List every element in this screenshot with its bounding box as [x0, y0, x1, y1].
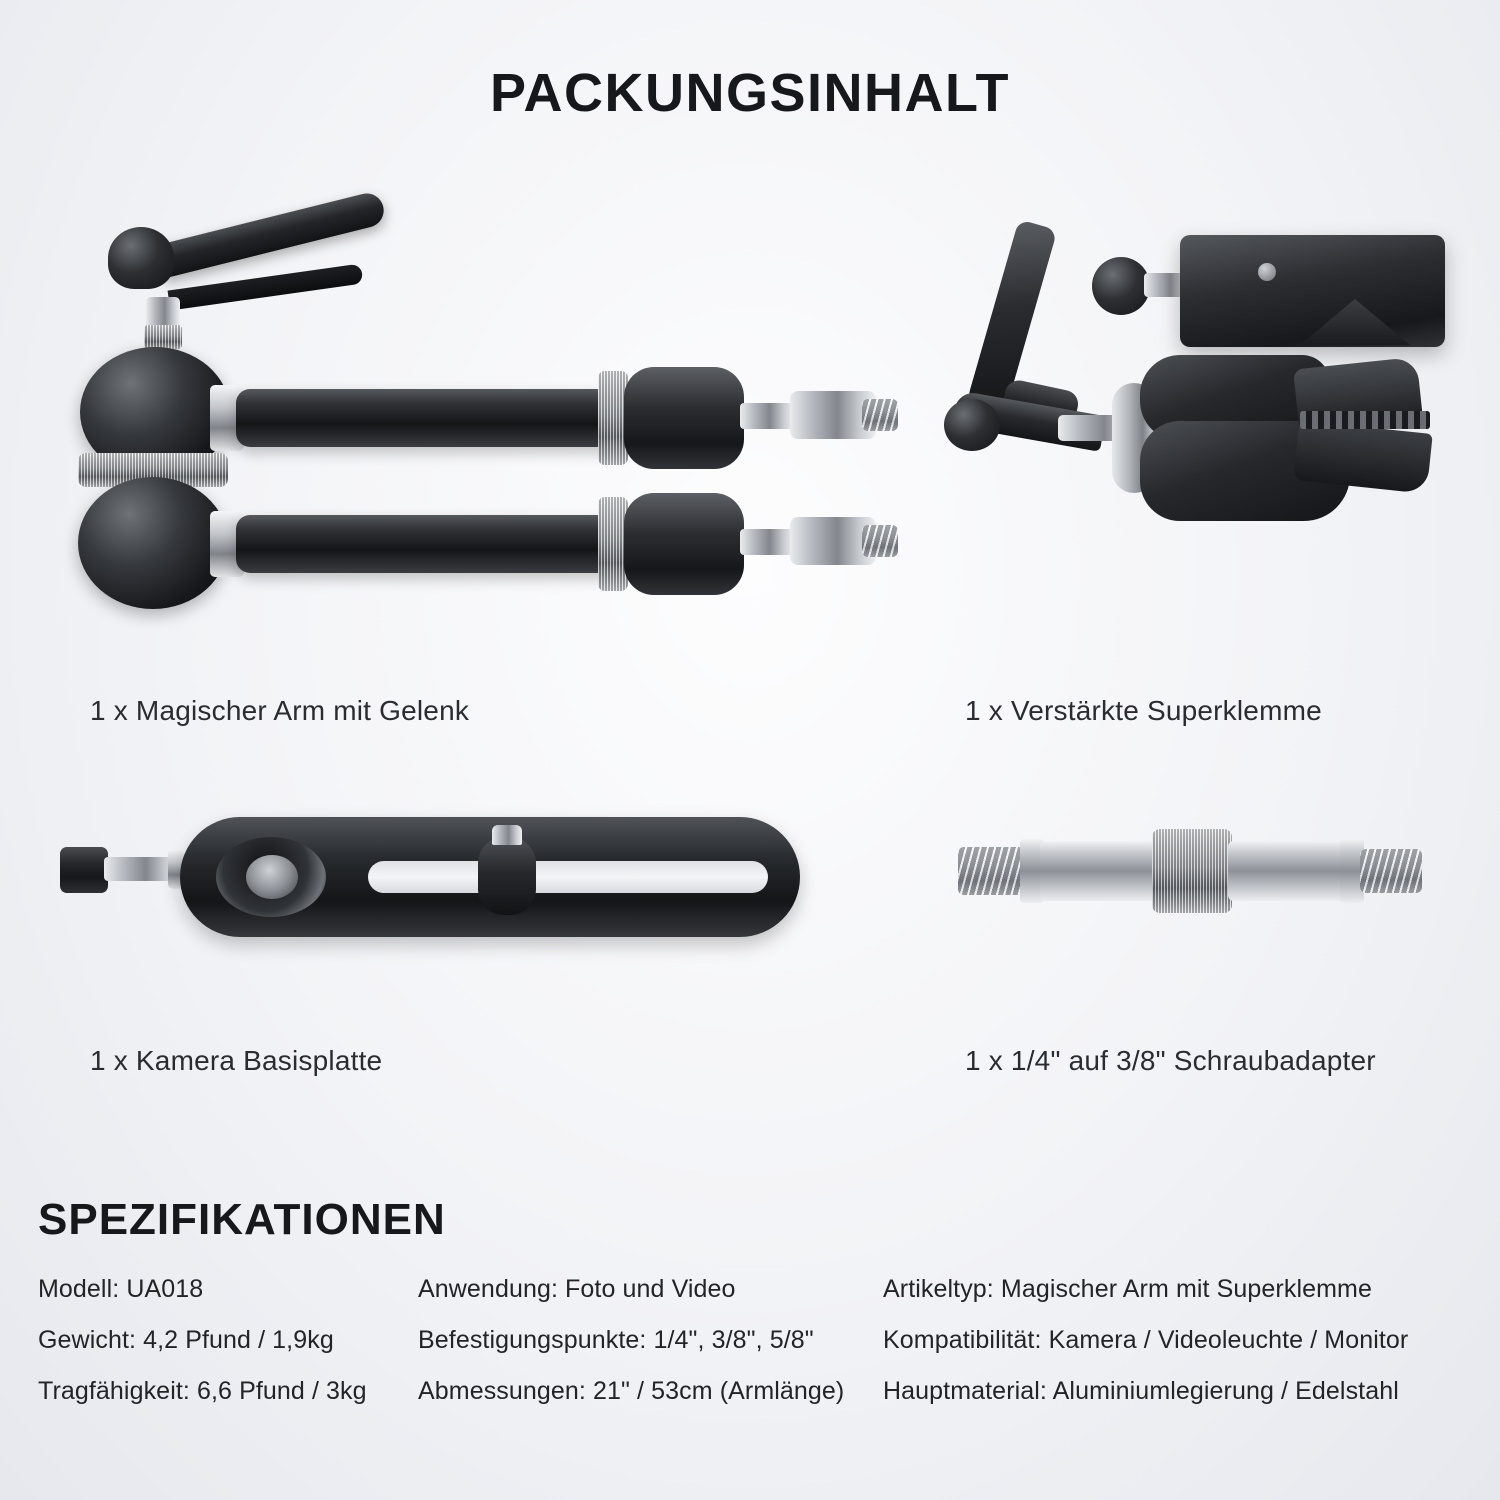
lever-knob-icon	[108, 227, 174, 289]
screw-barrel-left-icon	[1040, 841, 1158, 901]
item-base-plate	[50, 815, 810, 1015]
spec-artikeltyp: Artikeltyp: Magischer Arm mit Superklemme	[883, 1275, 1372, 1303]
clamp-upper-body-icon	[1180, 235, 1445, 347]
arm-upper-stud-icon	[740, 403, 794, 429]
super-clamp-illustration	[940, 215, 1460, 655]
plate-slot-knob-icon	[478, 837, 536, 915]
clamp-body-screw-dot-icon	[1258, 263, 1276, 281]
spec-modell: Modell: UA018	[38, 1275, 204, 1303]
item-super-clamp	[940, 215, 1460, 655]
plate-mount-hole-inner-icon	[246, 855, 298, 899]
spec-abmessungen: Abmessungen: 21" / 53cm (Armlänge)	[418, 1377, 845, 1405]
arm-upper-thread-icon	[862, 399, 898, 431]
spec-befestigungspunkte: Befestigungspunkte: 1/4", 3/8", 5/8"	[418, 1326, 814, 1354]
arm-lower-head-icon	[624, 493, 744, 595]
ball-joint-lower-icon	[78, 477, 228, 609]
arm-lower-thread-icon	[862, 525, 898, 557]
arm-upper-head-icon	[624, 367, 744, 469]
lever-shadow-icon	[168, 264, 364, 311]
package-contents-grid	[40, 175, 1460, 1105]
specifications-grid	[38, 1275, 1468, 1406]
spec-anwendung: Anwendung: Foto und Video	[418, 1275, 736, 1303]
clamp-lower-lever-knob-icon	[944, 399, 1000, 451]
page-title: PACKUNGSINHALT	[490, 63, 1010, 123]
item-magic-arm	[50, 185, 930, 655]
screw-thread-left-icon	[958, 847, 1024, 895]
plate-slot-knob-top-icon	[492, 825, 522, 845]
screw-barrel-right-icon	[1228, 841, 1346, 901]
screw-thread-right-icon	[1360, 849, 1422, 893]
item-screw-adapter	[940, 815, 1460, 1015]
caption-super-clamp: 1 x Verstärkte Superklemme	[965, 695, 1322, 726]
base-plate-illustration	[50, 815, 810, 1015]
plate-stud-head-icon	[60, 847, 108, 893]
arm-lower-tube-icon	[236, 515, 616, 573]
spec-kompatibilitaet: Kompatibilität: Kamera / Videoleuchte / Monitor	[883, 1326, 1409, 1354]
arm-upper-tube-icon	[236, 389, 616, 447]
plate-slot-icon	[368, 861, 768, 893]
spec-hauptmaterial: Hauptmaterial: Aluminiumlegierung / Edelstahl	[883, 1377, 1399, 1405]
lever-knurl-icon	[144, 325, 182, 349]
caption-base-plate: 1 x Kamera Basisplatte	[90, 1045, 383, 1076]
screw-center-knurl-icon	[1152, 829, 1232, 913]
magic-arm-illustration	[50, 185, 930, 655]
arm-lower-stud-icon	[740, 529, 794, 555]
caption-screw-adapter: 1 x 1/4" auf 3/8" Schraubadapter	[965, 1045, 1376, 1076]
caption-magic-arm: 1 x Magischer Arm mit Gelenk	[90, 695, 470, 726]
spec-tragfaehigkeit: Tragfähigkeit: 6,6 Pfund / 3kg	[38, 1377, 367, 1405]
spec-gewicht: Gewicht: 4,2 Pfund / 1,9kg	[38, 1326, 334, 1354]
clamp-teeth-icon	[1300, 411, 1430, 429]
specifications-heading: SPEZIFIKATIONEN	[38, 1195, 446, 1244]
clamp-top-knob-icon	[1092, 257, 1150, 315]
screw-adapter-illustration	[940, 815, 1460, 1015]
